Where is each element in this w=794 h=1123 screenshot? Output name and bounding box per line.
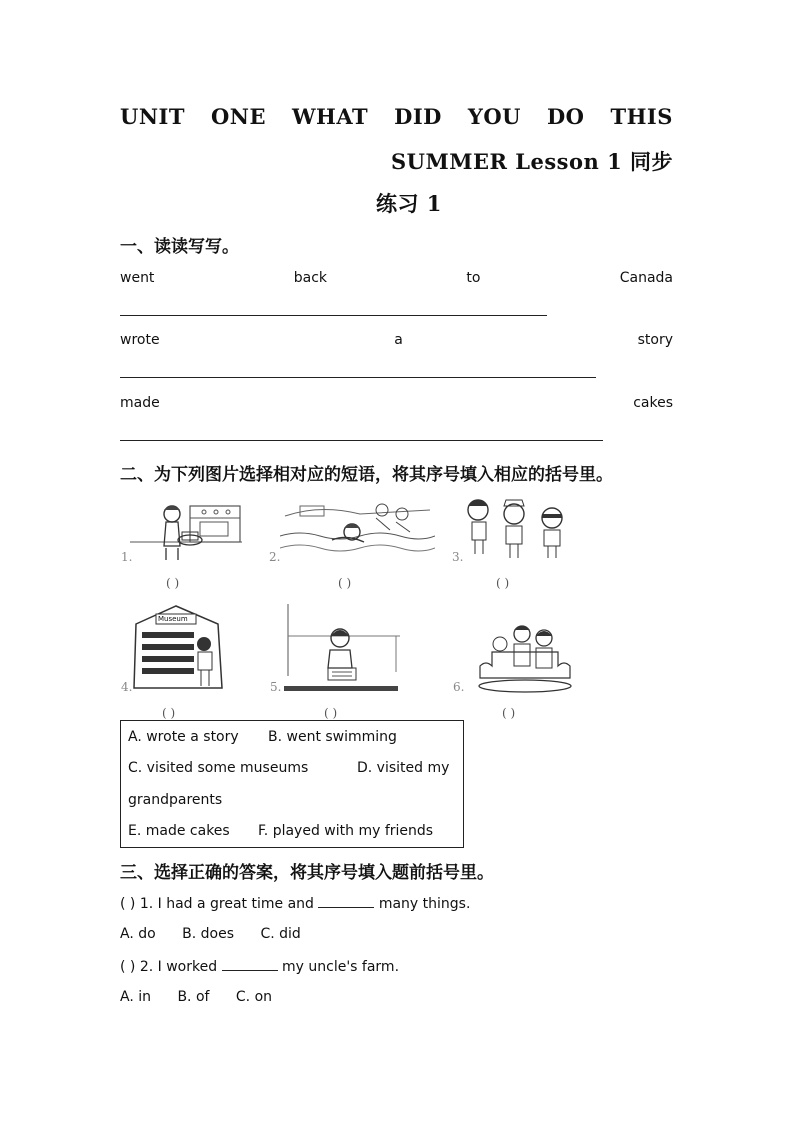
title-word: WHAT [291, 104, 369, 129]
question-1 [120, 895, 470, 912]
picture-5 [282, 602, 402, 694]
choice: B. does [182, 926, 235, 942]
title-line-3: 练习 1 [376, 191, 442, 216]
title-word: UNIT [120, 104, 185, 129]
word: cakes [633, 395, 673, 411]
question-text: ( ) 1. I had a great time and [120, 896, 314, 912]
option-d: D. visited my [357, 760, 450, 776]
picture-number: 2. [269, 550, 281, 564]
title-word: ONE [210, 104, 266, 129]
option-a: A. wrote a story [128, 729, 239, 745]
section2-heading: 二、为下列图片选择相对应的短语，将其序号填入相应的括号里。 [120, 465, 613, 485]
choice: C. on [235, 989, 273, 1005]
answer-parentheses[interactable]: ( ) [338, 576, 352, 590]
museum-sign: Museum [158, 615, 188, 623]
swimming-illustration [280, 496, 435, 566]
word: a [394, 332, 403, 348]
option-f: F. played with my friends [258, 823, 434, 839]
word: wrote [120, 332, 160, 348]
word: went [120, 270, 155, 286]
title-line-2: SUMMER Lesson 1 同步 [390, 149, 673, 174]
picture-6 [474, 622, 576, 694]
picture-number: 1. [121, 550, 133, 564]
title-word: DID [394, 104, 442, 129]
title-word: YOU [467, 104, 521, 129]
answer-blank[interactable] [318, 895, 374, 908]
word-row-1 [120, 270, 673, 286]
section3-heading: 三、选择正确的答案，将其序号填入题前括号里。 [120, 863, 494, 883]
answer-line-3[interactable] [120, 440, 603, 441]
picture-number: 5. [270, 680, 282, 694]
question-text: many things. [378, 896, 471, 912]
answer-line-1[interactable] [120, 315, 547, 316]
word: made [120, 395, 160, 411]
title-line-1 [120, 104, 673, 129]
option-b: B. went swimming [268, 729, 397, 745]
word: Canada [619, 270, 673, 286]
answer-parentheses[interactable]: ( ) [502, 706, 516, 720]
option-c: C. visited some museums [128, 760, 309, 776]
answer-parentheses[interactable]: ( ) [162, 706, 176, 720]
title-word: THIS [610, 104, 673, 129]
friends-illustration [462, 494, 582, 564]
choice: B. of [177, 989, 210, 1005]
picture-number: 6. [453, 680, 465, 694]
word: back [293, 270, 328, 286]
question-text: ( ) 2. I worked [120, 959, 218, 975]
question-2-choices [120, 989, 272, 1005]
answer-blank[interactable] [222, 958, 278, 971]
writing-girl-illustration [282, 602, 402, 694]
picture-number: 3. [452, 550, 464, 564]
word-row-2 [120, 332, 673, 348]
choice: A. in [120, 989, 151, 1005]
grandparents-illustration [474, 622, 576, 694]
answer-line-2[interactable] [120, 377, 596, 378]
word: story [637, 332, 673, 348]
choice: A. do [120, 926, 156, 942]
question-text: my uncle's farm. [282, 959, 400, 975]
question-2 [120, 958, 399, 975]
options-box [120, 720, 464, 848]
section1-heading: 一、读读写写。 [120, 237, 239, 257]
title-word: DO [546, 104, 585, 129]
picture-number: 4. [121, 680, 133, 694]
answer-parentheses[interactable]: ( ) [324, 706, 338, 720]
picture-2 [280, 496, 435, 566]
picture-1 [120, 496, 245, 566]
option-e: E. made cakes [128, 823, 230, 839]
word-row-3 [120, 395, 673, 411]
choice: C. did [260, 926, 301, 942]
question-1-choices [120, 926, 301, 942]
answer-parentheses[interactable]: ( ) [166, 576, 180, 590]
answer-parentheses[interactable]: ( ) [496, 576, 510, 590]
cooking-boy-illustration [120, 496, 245, 566]
word: to [466, 270, 481, 286]
picture-3 [462, 494, 582, 564]
option-d-continued: grandparents [128, 792, 223, 808]
